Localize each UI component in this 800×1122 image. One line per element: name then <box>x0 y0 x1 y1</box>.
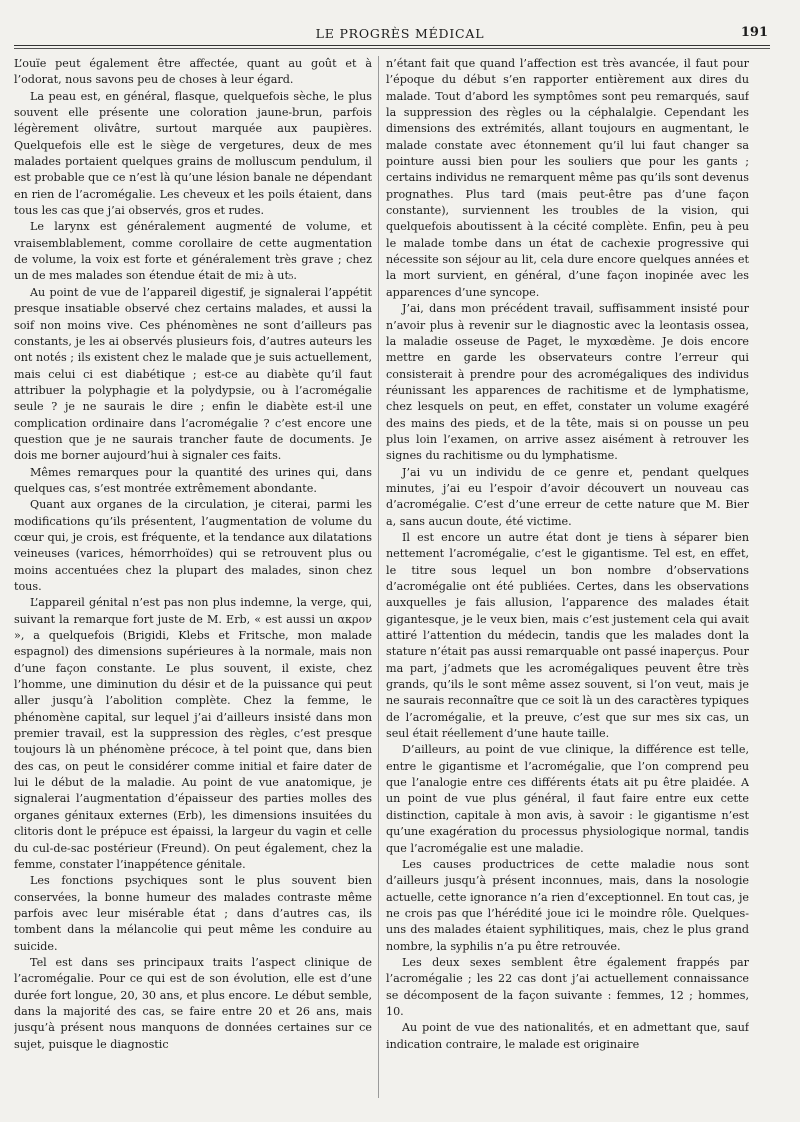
paragraph: Quant aux organes de la circulation, je citerai, parmi les modifications qu’ils présentent, l’augmentation de volume du cœur qui, je crois, est fréquente, et la tendance aux dilatations veineuses (varices, hémorrhoïdes) qui se retrouvent plus ou moins accentuées chez la plupart des malades, sinon chez tous. <box>14 498 372 593</box>
paragraph: Les deux sexes semblent être également frappés par l’acromégalie ; les 22 cas dont j’ai actuellement connaissance se décomposent de la façon suivante : femmes, 12 ; hommes, 10. <box>386 955 749 1018</box>
column-divider <box>378 56 379 1098</box>
paragraph: D’ailleurs, au point de vue clinique, la différence est telle, entre le gigantisme et l’acromégalie, que l’on comprend peu que l’analogie entre ces différents états ait pu être plaidée. A un point de vue plus général, il faut faire entre eux cette distinction, capitale à mon avis, à savoir : le gigantisme n’est qu’une exagération du processus physiologique normal, tandis que l’acromégalie est une maladie. <box>386 743 749 855</box>
paragraph: Au point de vue des nationalités, et en admettant que, sauf indication contraire, le malade est originaire <box>386 1021 749 1051</box>
right-column <box>386 56 749 1114</box>
paragraph: J’ai vu un individu de ce genre et, pendant quelques minutes, j’ai eu l’espoir d’avoir découvert un nouveau cas d’acromégalie. C’est d’une erreur de cette nature que M. Bier a, sans aucun doute, été victime. <box>386 465 749 528</box>
header-rule-thin <box>14 48 770 49</box>
paragraph: Il est encore un autre état dont je tiens à séparer bien nettement l’acromégalie, c’est le gigantisme. Tel est, en effet, le titre sous lequel un bon nombre d’observations d’acromégalie ont été publiées. Certes, dans les observations auxquelles je fais allusion, l’apparence des malades était gigantesque, je le veux bien, mais c’est justement cela qui avait attiré l’attention du médecin, tandis que les malades dont la stature n’était pas aussi remarquable ont passé inaperçus. Pour ma part, j’admets que les acromégaliques peuvent être très grands, qu’ils le sont même assez souvent, si l’on veut, mais je ne saurais reconnaître que ce soit là un des caractères typiques de l’acromégalie, et la preuve, c’est que sur mes six cas, un seul était réellement d’une haute taille. <box>386 530 749 741</box>
left-column <box>14 56 372 1114</box>
paragraph: n’étant fait que quand l’affection est très avancée, il faut pour l’époque du début s’en rapporter entièrement aux dires du malade. Tout d’abord les symptômes sont peu remarqués, sauf la suppression des règles ou la céphalalgie. Cependant les dimensions des extrémités, allant toujours en augmentant, le malade constate avec étonnement qu’il lui faut changer sa pointure aussi bien pour les souliers que pour les gants ; certains individus ne remarquent même pas qu’ils sont devenus prognathes. Plus tard (mais peut-être pas d’une façon constante), surviennent les troubles de la vision, qui quelquefois aboutissent à la cécité complète. Enfin, peu à peu le malade tombe dans un état de cachexie progressive qui nécessite son séjour au lit, cela dure encore quelques années et la mort survient, en général, d’une façon inopinée avec les apparences d’une syncope. <box>386 57 749 299</box>
paragraph: La peau est, en général, flasque, quelquefois sèche, le plus souvent elle présente une coloration jaune-brun, parfois légèrement olivâtre, surtout marquée aux paupières. Quelquefois elle est le siège de vergetures, deux de mes malades portaient quelques grains de molluscum pendulum, il est probable que ce n’est là qu’une lésion banale ne dépendant en rien de l’acromégalie. Les cheveux et les poils étaient, dans tous les cas que j’ai observés, gros et rudes. <box>14 89 372 218</box>
journal-title: LE PROGRÈS MÉDICAL <box>315 26 485 41</box>
paragraph: J’ai, dans mon précédent travail, suffisamment insisté pour n’avoir plus à revenir sur le diagnostic avec la leontasis ossea, la maladie osseuse de Paget, le myxœdème. Je dois encore mettre en garde les observateurs contre l’erreur qui consisterait à prendre pour des acromégaliques des individus réunissant les apparences de rachitisme et de lymphatisme, chez lesquels on peut, en effet, constater un volume exagéré des mains des pieds, et de la tête, mais si on pousse un peu plus loin l’examen, on arrive assez aisément à retrouver les signes du rachitisme ou du lymphatisme. <box>386 302 749 463</box>
paragraph: L’ouïe peut également être affectée, quant au goût et à l’odorat, nous savons peu de choses à leur égard. <box>14 57 372 87</box>
paragraph: Le larynx est généralement augmenté de volume, et vraisemblablement, comme corollaire de cette augmentation de volume, la voix est forte et généralement très grave ; chez un de mes malades son étendue était de mi₂ à ut₅. <box>14 220 372 283</box>
paragraph: Au point de vue de l’appareil digestif, je signalerai l’appétit presque insatiable observé chez certains malades, et aussi la soif non moins vive. Ces phénomènes ne sont d’ailleurs pas constants, je les ai observés plusieurs fois, d’autres auteurs les ont notés ; ils existent chez le malade que je suis actuellement, mais celui ci est diabétique ; est-ce au diabète qu’il faut attribuer la polyphagie et la polydypsie, ou à l’acromégalie seule ? je ne saurais le dire ; enfin le diabète est-il une complication ordinaire dans l’acromégalie ? c’est encore une question que je ne saurais trancher faute de documents. Je dois me borner aujourd’hui à signaler ces faits. <box>14 285 372 463</box>
paragraph: Mêmes remarques pour la quantité des urines qui, dans quelques cas, s’est montrée extrêmement abondante. <box>14 465 372 495</box>
paragraph: Les fonctions psychiques sont le plus souvent bien conservées, la bonne humeur des malades contraste même parfois avec leur misérable état ; dans d’autres cas, ils tombent dans la mélancolie qui peut même les conduire au suicide. <box>14 874 372 953</box>
header-rule <box>14 45 770 46</box>
page-number: 191 <box>740 25 768 40</box>
paragraph: Les causes productrices de cette maladie nous sont d’ailleurs jusqu’à présent inconnues, mais, dans la nosologie actuelle, cette ignorance n’a rien d’exceptionnel. En tout cas, je ne crois pas que l’hérédité joue ici le moindre rôle. Quelques-uns des malades étaient syphilitiques, mais, chez le plus grand nombre, la syphilis n’a pu être retrouvée. <box>386 857 749 953</box>
paragraph: L’appareil génital n’est pas non plus indemne, la verge, qui, suivant la remarque fort juste de M. Erb, « est aussi un ακρον », a quelquefois (Brigidi, Klebs et Fritsche, mon malade espagnol) des dimensions supérieures à la normale, mais non d’une façon constante. Le plus souvent, il existe, chez l’homme, une diminution du désir et de la puissance qui peut aller jusqu’à l’abolition complète. Chez la femme, le phénomène capital, sur lequel j’ai d’ailleurs insisté dans mon premier travail, est la suppression des règles, c’est presque toujours là un phénomène précoce, à tel point que, dans bien des cas, on peut le considérer comme initial et faire dater de lui le début de la maladie. Au point de vue anatomique, je signalerai l’augmentation d’épaisseur des parties molles des organes génitaux externes (Erb), les dimensions insuitées du clitoris dont le prépuce est épaissi, la largeur du vagin et celle du cul-de-sac postérieur (Freund). On peut également, chez la femme, constater l’inappétence génitale. <box>14 596 372 871</box>
paragraph: Tel est dans ses principaux traits l’aspect clinique de l’acromégalie. Pour ce qui est de son évolution, elle est d’une durée fort longue, 20, 30 ans, et plus encore. Le début semble, dans la majorité des cas, se faire entre 20 et 26 ans, mais jusqu’à présent nous manquons de données certaines sur ce sujet, puisque le diagnostic <box>14 955 372 1051</box>
